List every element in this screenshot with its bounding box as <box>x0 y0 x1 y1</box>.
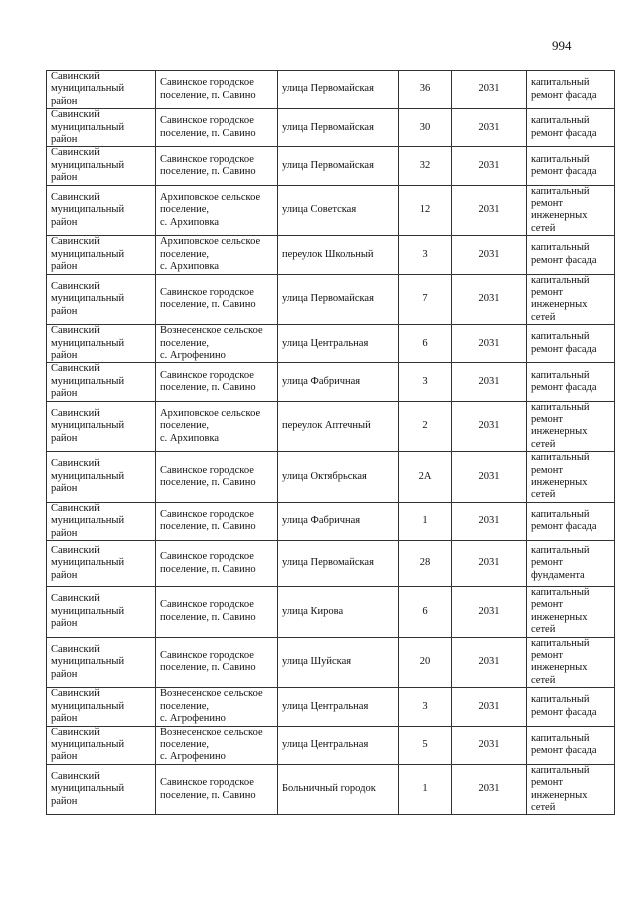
settlement-cell: Савинское городское поселение, п. Савино <box>156 147 278 185</box>
house-number-cell: 12 <box>399 185 452 236</box>
municipal-district-cell: Савинский муниципальный район <box>47 541 156 587</box>
work-type-cell: капитальный ремонт фасада <box>527 325 615 363</box>
work-type-cell: капитальный ремонт фасада <box>527 236 615 274</box>
buildings-table <box>46 70 615 815</box>
municipal-district-cell: Савинский муниципальный район <box>47 147 156 185</box>
municipal-district-cell: Савинский муниципальный район <box>47 363 156 401</box>
house-number-cell: 5 <box>399 726 452 764</box>
table-row <box>47 502 615 540</box>
settlement-cell: Вознесенское сельское поселение, с. Агрофенино <box>156 325 278 363</box>
house-number-cell: 20 <box>399 637 452 688</box>
table-row <box>47 363 615 401</box>
year-cell: 2031 <box>452 147 527 185</box>
work-type-cell: капитальный ремонт фасада <box>527 71 615 109</box>
work-type-cell: капитальный ремонт фундамента <box>527 541 615 587</box>
table-row <box>47 541 615 587</box>
house-number-cell: 28 <box>399 541 452 587</box>
work-type-cell: капитальный ремонт инженерных сетей <box>527 587 615 638</box>
year-cell: 2031 <box>452 236 527 274</box>
street-cell: улица Фабричная <box>278 502 399 540</box>
house-number-cell: 6 <box>399 587 452 638</box>
year-cell: 2031 <box>452 109 527 147</box>
settlement-cell: Вознесенское сельское поселение, с. Агрофенино <box>156 726 278 764</box>
settlement-cell: Савинское городское поселение, п. Савино <box>156 363 278 401</box>
municipal-district-cell: Савинский муниципальный район <box>47 71 156 109</box>
municipal-district-cell: Савинский муниципальный район <box>47 236 156 274</box>
work-type-cell: капитальный ремонт инженерных сетей <box>527 185 615 236</box>
settlement-cell: Вознесенское сельское поселение, с. Агрофенино <box>156 688 278 726</box>
municipal-district-cell: Савинский муниципальный район <box>47 109 156 147</box>
street-cell: улица Центральная <box>278 726 399 764</box>
municipal-district-cell: Савинский муниципальный район <box>47 764 156 815</box>
municipal-district-cell: Савинский муниципальный район <box>47 325 156 363</box>
street-cell: переулок Аптечный <box>278 401 399 452</box>
settlement-cell: Архиповское сельское поселение, с. Архиповка <box>156 401 278 452</box>
municipal-district-cell: Савинский муниципальный район <box>47 688 156 726</box>
municipal-district-cell: Савинский муниципальный район <box>47 726 156 764</box>
table-row <box>47 325 615 363</box>
street-cell: улица Центральная <box>278 688 399 726</box>
house-number-cell: 3 <box>399 688 452 726</box>
table-row <box>47 401 615 452</box>
year-cell: 2031 <box>452 71 527 109</box>
house-number-cell: 30 <box>399 109 452 147</box>
year-cell: 2031 <box>452 587 527 638</box>
municipal-district-cell: Савинский муниципальный район <box>47 401 156 452</box>
municipal-district-cell: Савинский муниципальный район <box>47 502 156 540</box>
street-cell: улица Первомайская <box>278 541 399 587</box>
year-cell: 2031 <box>452 541 527 587</box>
settlement-cell: Савинское городское поселение, п. Савино <box>156 764 278 815</box>
settlement-cell: Савинское городское поселение, п. Савино <box>156 541 278 587</box>
settlement-cell: Савинское городское поселение, п. Савино <box>156 109 278 147</box>
house-number-cell: 7 <box>399 274 452 325</box>
settlement-cell: Архиповское сельское поселение, с. Архиповка <box>156 185 278 236</box>
settlement-cell: Савинское городское поселение, п. Савино <box>156 71 278 109</box>
table-row <box>47 688 615 726</box>
table-row <box>47 109 615 147</box>
work-type-cell: капитальный ремонт инженерных сетей <box>527 401 615 452</box>
year-cell: 2031 <box>452 502 527 540</box>
table-row <box>47 274 615 325</box>
work-type-cell: капитальный ремонт фасада <box>527 726 615 764</box>
street-cell: улица Октябрьская <box>278 452 399 503</box>
table-row <box>47 185 615 236</box>
table-row <box>47 587 615 638</box>
work-type-cell: капитальный ремонт фасада <box>527 363 615 401</box>
work-type-cell: капитальный ремонт фасада <box>527 109 615 147</box>
street-cell: улица Центральная <box>278 325 399 363</box>
settlement-cell: Савинское городское поселение, п. Савино <box>156 452 278 503</box>
house-number-cell: 2 <box>399 401 452 452</box>
table-row <box>47 147 615 185</box>
house-number-cell: 3 <box>399 363 452 401</box>
year-cell: 2031 <box>452 452 527 503</box>
settlement-cell: Архиповское сельское поселение, с. Архиповка <box>156 236 278 274</box>
street-cell: улица Фабричная <box>278 363 399 401</box>
page-number: 994 <box>552 38 572 53</box>
street-cell: улица Советская <box>278 185 399 236</box>
table-body <box>47 71 615 815</box>
street-cell: улица Кирова <box>278 587 399 638</box>
work-type-cell: капитальный ремонт инженерных сетей <box>527 637 615 688</box>
street-cell: улица Первомайская <box>278 274 399 325</box>
work-type-cell: капитальный ремонт инженерных сетей <box>527 452 615 503</box>
street-cell: улица Первомайская <box>278 71 399 109</box>
work-type-cell: капитальный ремонт фасада <box>527 147 615 185</box>
work-type-cell: капитальный ремонт фасада <box>527 688 615 726</box>
house-number-cell: 3 <box>399 236 452 274</box>
year-cell: 2031 <box>452 185 527 236</box>
work-type-cell: капитальный ремонт фасада <box>527 502 615 540</box>
year-cell: 2031 <box>452 274 527 325</box>
municipal-district-cell: Савинский муниципальный район <box>47 587 156 638</box>
municipal-district-cell: Савинский муниципальный район <box>47 185 156 236</box>
house-number-cell: 1 <box>399 764 452 815</box>
house-number-cell: 36 <box>399 71 452 109</box>
house-number-cell: 1 <box>399 502 452 540</box>
municipal-district-cell: Савинский муниципальный район <box>47 452 156 503</box>
table-row <box>47 764 615 815</box>
year-cell: 2031 <box>452 363 527 401</box>
table-row <box>47 236 615 274</box>
municipal-district-cell: Савинский муниципальный район <box>47 274 156 325</box>
street-cell: улица Первомайская <box>278 147 399 185</box>
settlement-cell: Савинское городское поселение, п. Савино <box>156 502 278 540</box>
house-number-cell: 32 <box>399 147 452 185</box>
house-number-cell: 2А <box>399 452 452 503</box>
house-number-cell: 6 <box>399 325 452 363</box>
street-cell: переулок Школьный <box>278 236 399 274</box>
year-cell: 2031 <box>452 325 527 363</box>
settlement-cell: Савинское городское поселение, п. Савино <box>156 274 278 325</box>
settlement-cell: Савинское городское поселение, п. Савино <box>156 587 278 638</box>
municipal-district-cell: Савинский муниципальный район <box>47 637 156 688</box>
settlement-cell: Савинское городское поселение, п. Савино <box>156 637 278 688</box>
year-cell: 2031 <box>452 401 527 452</box>
table-row <box>47 637 615 688</box>
year-cell: 2031 <box>452 637 527 688</box>
street-cell: улица Первомайская <box>278 109 399 147</box>
work-type-cell: капитальный ремонт инженерных сетей <box>527 274 615 325</box>
table-row <box>47 71 615 109</box>
work-type-cell: капитальный ремонт инженерных сетей <box>527 764 615 815</box>
street-cell: Больничный городок <box>278 764 399 815</box>
table-row <box>47 726 615 764</box>
table-row <box>47 452 615 503</box>
year-cell: 2031 <box>452 688 527 726</box>
street-cell: улица Шуйская <box>278 637 399 688</box>
year-cell: 2031 <box>452 764 527 815</box>
year-cell: 2031 <box>452 726 527 764</box>
